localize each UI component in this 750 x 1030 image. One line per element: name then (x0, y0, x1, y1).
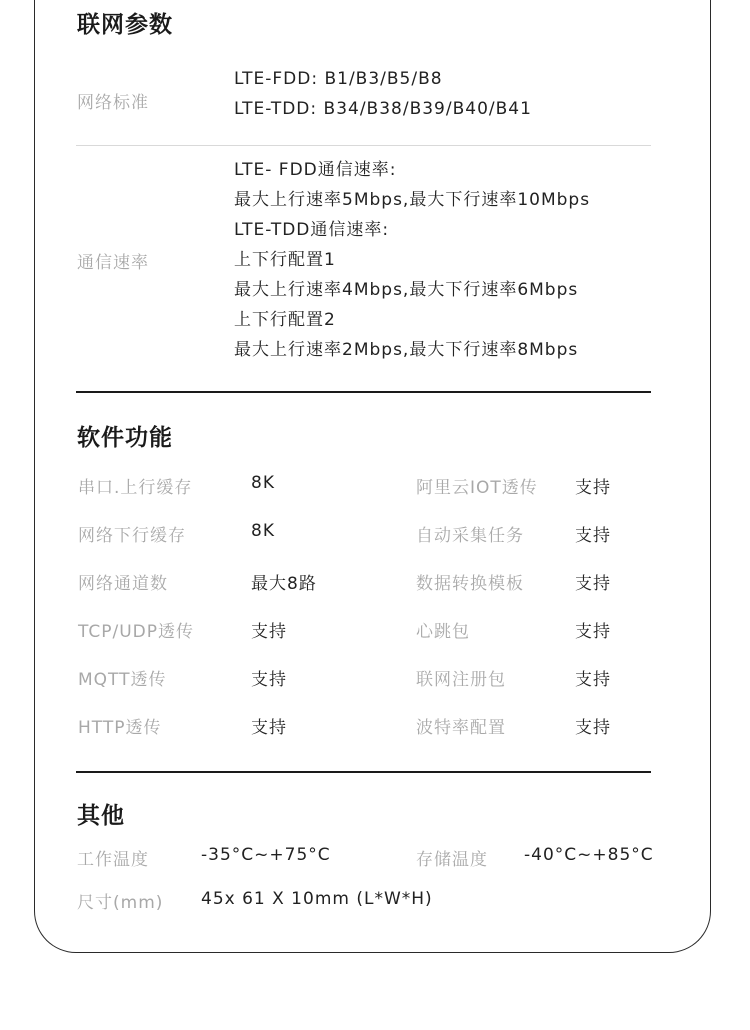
section-divider (76, 771, 651, 773)
feature-label: 网络通道数 (78, 574, 168, 594)
feature-value: 支持 (251, 718, 287, 738)
feature-value: 支持 (575, 670, 611, 690)
speed-line: LTE- FDD通信速率: (234, 160, 397, 180)
speed-label: 通信速率 (77, 253, 149, 273)
feature-label: TCP/UDP透传 (78, 622, 195, 642)
speed-line: LTE-TDD通信速率: (234, 220, 390, 240)
feature-value: 支持 (251, 670, 287, 690)
feature-label: 联网注册包 (416, 670, 506, 690)
feature-label: 网络下行缓存 (78, 526, 186, 546)
speed-line: 上下行配置1 (234, 250, 336, 270)
network-standard-label: 网络标准 (77, 93, 149, 113)
feature-label: 自动采集任务 (416, 526, 524, 546)
network-standard-value (234, 64, 532, 124)
feature-label: 波特率配置 (416, 718, 506, 738)
feature-label: HTTP透传 (78, 718, 162, 738)
network-section-title: 联网参数 (77, 12, 173, 38)
storage-temp-value: -40°C~+85°C (524, 845, 654, 865)
size-label: 尺寸(mm) (77, 893, 164, 913)
size-value: 45x 61 X 10mm (L*W*H) (201, 889, 433, 909)
speed-value (234, 155, 590, 365)
feature-value: 8K (251, 473, 275, 493)
work-temp-label: 工作温度 (77, 850, 149, 870)
feature-value: 支持 (575, 574, 611, 594)
feature-value: 支持 (251, 622, 287, 642)
standard-line: LTE-FDD: B1/B3/B5/B8 (234, 69, 443, 89)
speed-line: 上下行配置2 (234, 310, 336, 330)
feature-value: 支持 (575, 478, 611, 498)
speed-line: 最大上行速率2Mbps,最大下行速率8Mbps (234, 340, 579, 360)
speed-line: 最大上行速率5Mbps,最大下行速率10Mbps (234, 190, 591, 210)
feature-label: 心跳包 (416, 622, 470, 642)
storage-temp-label: 存储温度 (416, 850, 488, 870)
feature-value: 支持 (575, 622, 611, 642)
speed-line: 最大上行速率4Mbps,最大下行速率6Mbps (234, 280, 579, 300)
feature-value: 支持 (575, 718, 611, 738)
work-temp-value: -35°C~+75°C (201, 845, 331, 865)
other-section-title: 其他 (77, 803, 125, 829)
section-divider (76, 391, 651, 393)
feature-label: 数据转换模板 (416, 574, 524, 594)
divider (76, 145, 651, 146)
software-section-title: 软件功能 (77, 425, 173, 451)
feature-value: 支持 (575, 526, 611, 546)
feature-value: 8K (251, 521, 275, 541)
feature-label: MQTT透传 (78, 670, 167, 690)
feature-value: 最大8路 (251, 574, 317, 594)
feature-label: 串口.上行缓存 (78, 478, 193, 498)
feature-label: 阿里云IOT透传 (416, 478, 538, 498)
standard-line: LTE-TDD: B34/B38/B39/B40/B41 (234, 99, 532, 119)
